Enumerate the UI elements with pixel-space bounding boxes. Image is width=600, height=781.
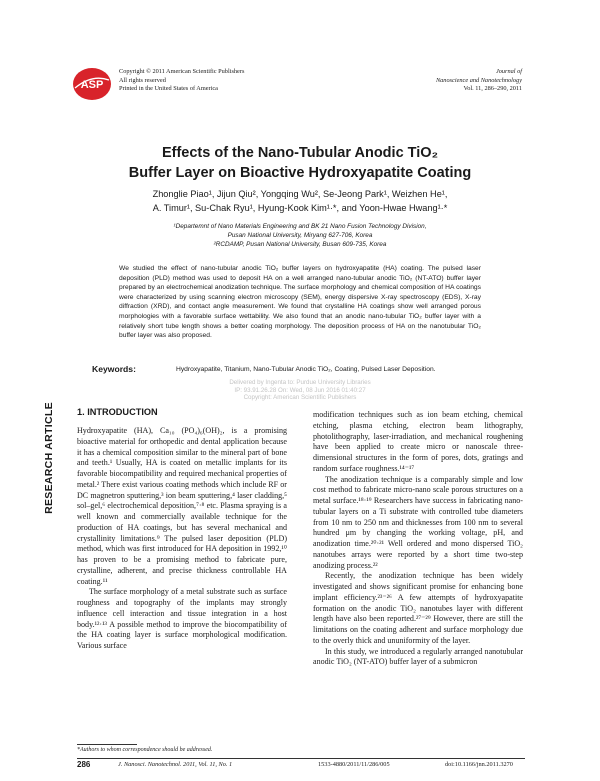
footer-doi: doi:10.1166/jnn.2011.3270 bbox=[445, 761, 513, 768]
authors-line-1: Zhonglie Piao¹, Jijun Qiu², Yongqing Wu², Se-Jeong Park¹, Weizhen He¹, bbox=[152, 189, 448, 199]
footer-rule bbox=[77, 758, 525, 759]
page-number: 286 bbox=[77, 760, 91, 769]
keywords-text: Hydroxyapatite, Titanium, Nano-Tubular Anodic TiO₂, Coating, Pulsed Laser Deposition. bbox=[176, 366, 436, 373]
author-list bbox=[80, 187, 520, 215]
paper-title bbox=[80, 143, 520, 183]
intro-paragraph-6: In this study, we introduced a regularly arranged nanotubular anodic TiO₂ (NT-ATO) buffer layer of a submicron bbox=[313, 646, 523, 667]
authors-line-2: A. Timur¹, Su-Chak Ryu¹, Hyung-Kook Kim¹·*, and Yoon-Hwae Hwang¹·* bbox=[152, 203, 448, 213]
affiliation-1: ¹Departemnt of Nano Materials Engineering and BK 21 Nano Fusion Technology Division, bbox=[173, 223, 427, 230]
research-article-tab bbox=[40, 388, 58, 528]
footer-issn: 1533-4880/2011/11/286/005 bbox=[318, 761, 390, 768]
affiliations bbox=[80, 222, 520, 249]
asp-logo bbox=[72, 66, 112, 102]
journal-name-2: Nanoscience and Nanotechnology bbox=[435, 76, 522, 84]
intro-paragraph-1: Hydroxyapatite (HA), Ca₁₀ (PO₄)₆(OH)₂, is a promising bioactive material for orthopedic and dental application because it has a chemical composition similar to the mineral part of bone and teeth.¹ Usually, HA is coated on metallic implants for its favorable biocompatibility and required mechanical properties of metal.² There exist various coating methods which include RF or DC magnetron sputtering,³ ion beam sputtering,⁴ laser cladding,⁵ sol–gel,⁶ electrochemical deposition,⁷·⁸ etc. Plasma spraying is a well known and commercially available technique for the production of HA coatings, but has several mechanical and crystallinity limitations.⁹ The pulsed laser deposition (PLD) method, which was first introduced for HA deposition in 1992,¹⁰ has proven to be a promising method to fabricate pure, crystalline, adherent, and precise thickness controllable HA coating.¹¹ bbox=[77, 426, 287, 586]
footnote-rule bbox=[77, 744, 137, 745]
intro-paragraph-4: The anodization technique is a comparably simple and low cost method to fabricate micro-nano scale porous structures on a metal surface.¹⁸·¹⁹ Researchers have success in fabricating nano-tubular layers on a Ti substrate with controlled tube diameters from 10 nm to 250 nm and thicknesses from 100 nm to several hundred μm by changing the working voltage, pH, and anodization time.²⁰·²¹ Well ordered and mono dispersed TiO₂ nanotubes arrays were reported by a short time two-step anodizing process.²² bbox=[313, 474, 523, 570]
intro-paragraph-3: modification techniques such as ion beam etching, chemical etching, plasma etching, electron beam lithography, photolithography, laser-irradiation, and mechanical roughening have been applied to create micro or nanoscale three-dimensional structures in the form of pores, dots, gratings and random surface roughness.¹⁴⁻¹⁷ bbox=[313, 410, 523, 473]
journal-block bbox=[392, 68, 522, 94]
title-line-2: Buffer Layer on Bioactive Hydroxyapatite Coating bbox=[128, 165, 472, 181]
intro-paragraph-2: The surface morphology of a metal substrate such as surface roughness and topography of the implants may strongly influence cell interaction and tissue integration in a host body.¹²·¹³ A possible method to improve the biocompatibility of the HA coating layer is surface morphological modification. Various surface bbox=[77, 587, 287, 650]
section-heading-introduction: 1. INTRODUCTION bbox=[77, 407, 158, 417]
copyright-block bbox=[119, 68, 244, 94]
affiliation-1b: Pusan National University, Miryang 627-706, Korea bbox=[227, 232, 373, 239]
ingenta-watermark bbox=[150, 379, 450, 402]
watermark-line-3: Copyright: American Scientific Publishers bbox=[243, 394, 357, 402]
right-column bbox=[313, 410, 523, 668]
rights-line: All rights reserved bbox=[119, 76, 166, 84]
watermark-line-1: Delivered by Ingenta to: Purdue University Libraries bbox=[229, 379, 371, 386]
printed-line: Printed in the United States of America bbox=[119, 85, 218, 93]
footer-journal: J. Nanosci. Nanotechnol. 2011, Vol. 11, No. 1 bbox=[118, 761, 233, 768]
copyright-line: Copyright © 2011 American Scientific Publishers bbox=[119, 68, 245, 75]
affiliation-2: ²RCDAMP, Pusan National University, Busan 609-735, Korea bbox=[213, 241, 387, 248]
journal-name-1: Journal of bbox=[495, 68, 522, 75]
title-line-1: Effects of the Nano-Tubular Anodic TiO₂ bbox=[161, 145, 439, 161]
side-label: RESEARCH ARTICLE bbox=[43, 402, 55, 514]
watermark-line-2: IP: 93.91.26.28 On: Wed, 08 Jun 2016 01:40:27 bbox=[234, 386, 366, 394]
correspondence-footnote: *Authors to whom correspondence should be addressed. bbox=[77, 747, 213, 753]
intro-paragraph-5: Recently, the anodization technique has been widely investigated and shows significant promise for enhancing bone implant efficiency.²³⁻²⁶ A few attempts of hydroxyapatite formation on the anodic TiO₂ nanotubes layer with different length have also been reported.²⁷⁻²⁹ However, there are still the limitations on the coating adherent and surface morphology due to the overly thick and ununiformity of the layer. bbox=[313, 571, 523, 645]
journal-volume: Vol. 11, 286–290, 2011 bbox=[463, 85, 522, 93]
logo-text: ASP bbox=[80, 79, 104, 91]
keywords-label: Keywords: bbox=[92, 364, 136, 374]
abstract: We studied the effect of nano-tubular anodic TiO₂ buffer layers on hydroxyapatite (HA) coating. The pulsed laser deposition (PLD) method was used to deposit HA on a well arranged nano-tubular anodic TiO₂ (NT-ATO) buffer layer prepared by an electrochemical anodization technique. The surface morphology and chemical composition of HA coatings were characterized by using scanning electron microscopy (SEM), energy dispersive X-ray spectroscopy (EDS), X-ray diffraction (XRD), and contact angle measurement. We found that crystalline HA coatings show well arranged porous morphologies with a favorable surface wettability. We also found that an anodic nano-tubular TiO₂ buffer layer with a relatively short tube length shows a better coating morphology. The deposition process of HA on the nanotubular TiO₂ buffer layer was also proposed. bbox=[119, 265, 481, 340]
left-column bbox=[77, 426, 287, 652]
